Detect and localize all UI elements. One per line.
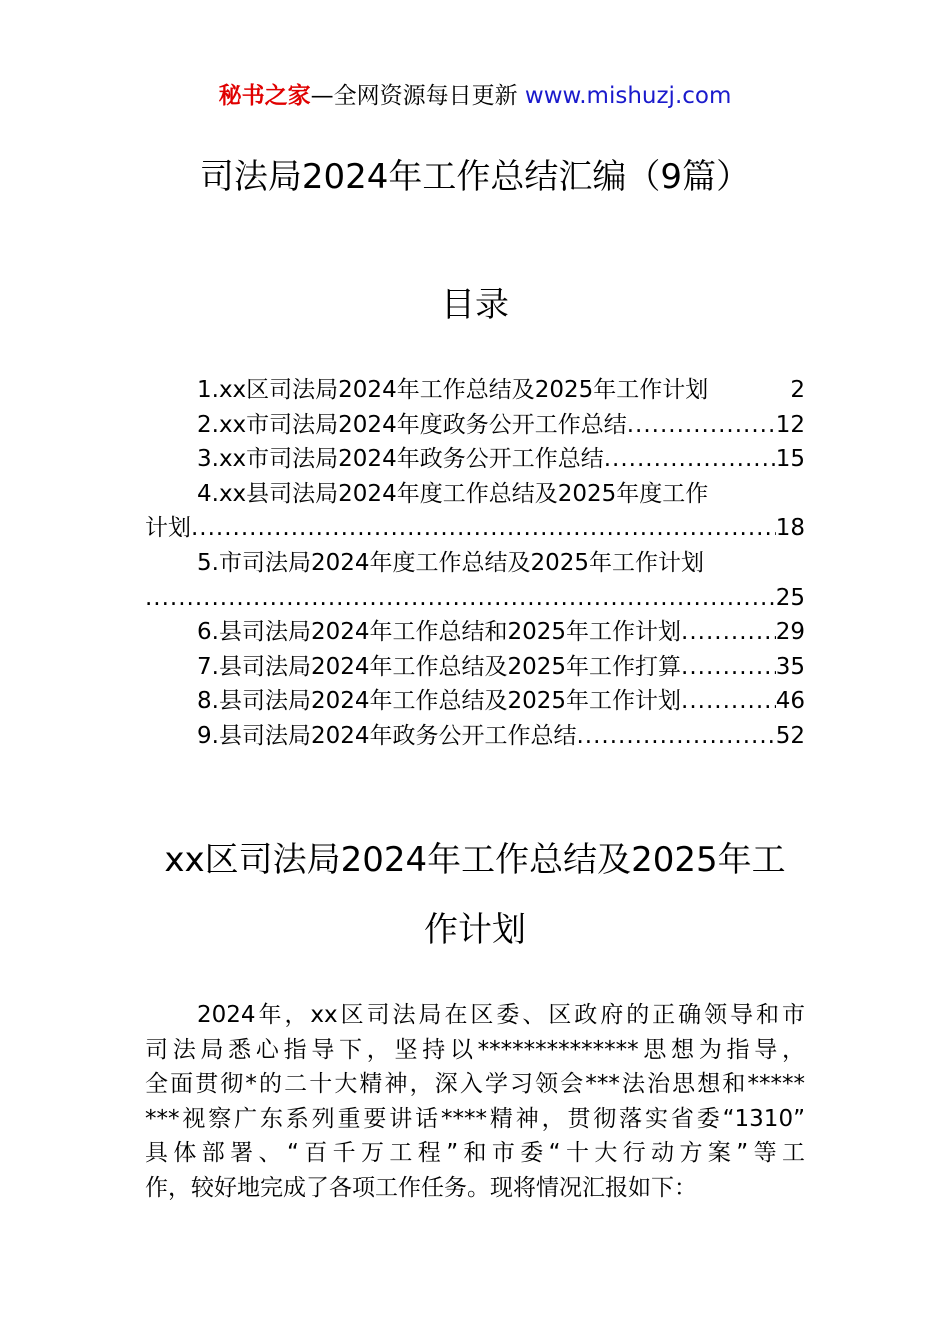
toc-entry-title: 2.xx市司法局2024年度政务公开工作总结 [197,411,627,438]
document-title: 司法局2024年工作总结汇编（9篇） [199,157,751,197]
paragraph-line: 具体部署、“百千万工程”和市委“十大行动方案”等工 [145,1140,805,1167]
brand-name: 秘书之家 [218,83,311,109]
site-url-link[interactable]: www.mishuzj.com [524,83,732,109]
toc-page-number: 25 [775,584,805,611]
paragraph-line: 2024年，xx区司法局在区委、区政府的正确领导和市 [197,1002,805,1028]
toc-leader-dots [681,615,776,650]
toc-entry[interactable] [145,650,805,685]
site-banner [0,80,950,112]
section-title-line-1: xx区司法局2024年工作总结及2025年工 [164,840,786,880]
toc-entry[interactable] [145,373,805,408]
toc-page-number: 29 [775,619,805,646]
paragraph-line: 全面贯彻*的二十大精神，深入学习领会***法治思想和***** [145,1071,805,1098]
toc-page-number: 15 [775,446,805,473]
toc-leader-dots [604,442,776,477]
banner-slogan: —全网资源每日更新 [310,83,525,109]
table-of-contents [145,373,805,754]
toc-page-number: 18 [775,515,805,542]
toc-page-number: 35 [775,653,805,680]
paragraph-line: 司法局悉心指导下，坚持以**************思想为指导， [145,1036,805,1063]
toc-page-number: 2 [790,377,805,403]
toc-entry[interactable] [145,442,805,477]
toc-page-number: 46 [775,688,805,715]
toc-entry[interactable] [145,477,805,512]
toc-entry-title: 9.县司法局2024年政务公开工作总结 [197,722,577,749]
toc-page-number: 12 [775,411,805,438]
toc-entry[interactable] [145,719,805,754]
toc-entry[interactable] [145,408,805,443]
toc-leader-dots [191,511,776,546]
toc-heading: 目录 [441,285,509,325]
toc-entry-title: 8.县司法局2024年工作总结及2025年工作计划 [197,688,682,715]
toc-entry-title: 5.市司法局2024年度工作总结及2025年工作计划 [197,549,705,576]
section-title-line-2: 作计划 [424,910,526,950]
toc-entry-title: 6.县司法局2024年工作总结和2025年工作计划 [197,619,682,646]
body-paragraph [145,998,805,1206]
toc-entry[interactable] [145,581,805,616]
toc-entry[interactable] [145,546,805,581]
toc-entry[interactable] [145,511,805,546]
toc-entry-title: 3.xx市司法局2024年政务公开工作总结 [197,446,604,473]
paragraph-line: ***视察广东系列重要讲话****精神，贯彻落实省委“1310” [145,1105,805,1132]
toc-leader-dots [145,581,776,616]
toc-leader-dots [627,408,776,443]
toc-leader-dots [576,719,775,754]
toc-entry-title: 4.xx县司法局2024年度工作总结及2025年度工作 [197,480,709,507]
toc-entry-title: 7.县司法局2024年工作总结及2025年工作打算 [197,653,682,680]
toc-entry-title: 计划 [145,515,191,542]
toc-entry[interactable] [145,684,805,719]
toc-page-number: 52 [775,722,805,749]
toc-entry-title: 1.xx区司法局2024年工作总结及2025年工作计划 [197,377,709,403]
toc-entry[interactable] [145,615,805,650]
paragraph-line: 作，较好地完成了各项工作任务。现将情况汇报如下： [145,1174,697,1201]
toc-leader-dots [681,650,776,685]
toc-leader-dots [681,684,776,719]
